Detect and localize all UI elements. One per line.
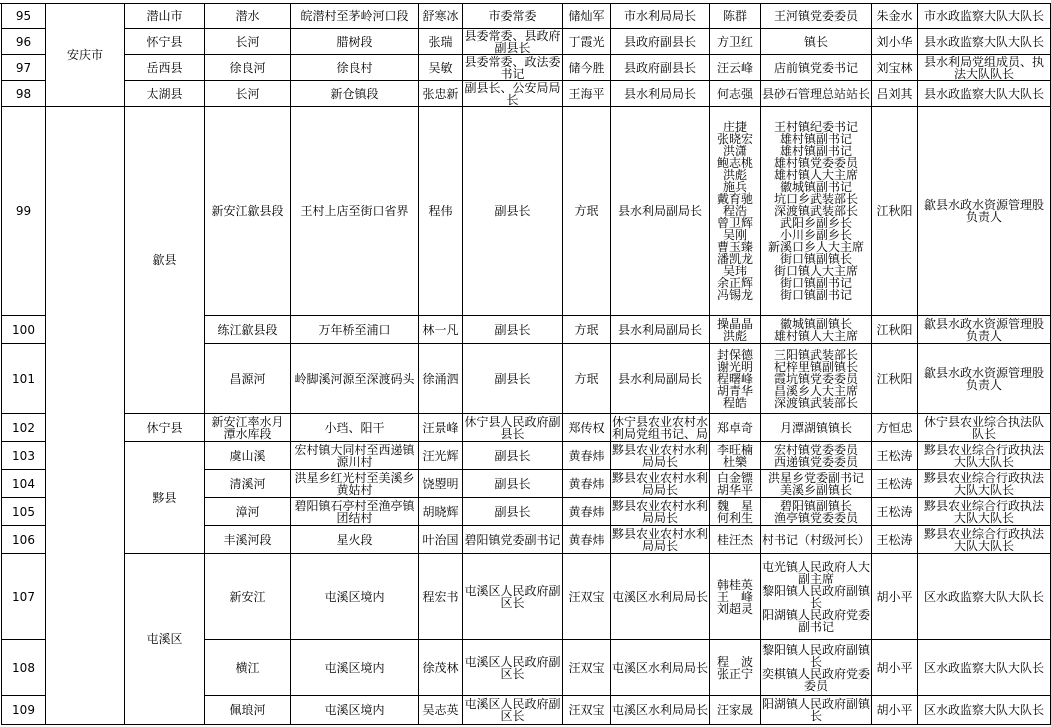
town-title-cell-line: 渔亭镇党委委员 [773,510,858,525]
section-cell: 碧阳镇石亭村至渔亭镇团结村 [291,498,419,526]
town-title-cell-line: 月潭湖镇镇长 [779,420,852,435]
liaison-title-cell: 黟县农业农村水利局局长 [612,442,709,469]
chief-name-cell: 叶治国 [419,526,463,554]
chief-title-cell: 屯溪区人民政府副区长 [463,554,563,640]
row-number-cell: 97 [2,55,46,81]
town-title-cell-line: 街口镇副镇长 [779,252,852,266]
town-chief-cell [710,526,761,554]
river-cell: 练江歙县段 [205,316,291,344]
enforce-unit-cell: 歙县水政水资源管理股负责人 [918,107,1051,316]
enforce-name-cell: 胡小平 [872,696,918,725]
row-number-cell: 103 [2,442,46,470]
town-title-cell-line: 雄村镇党委委员 [773,156,858,170]
table-row [2,3,1051,29]
liaison-title-cell: 休宁县农业农村水利局党组书记、局 [612,414,709,441]
town-chief-cell [710,414,761,442]
river-cell: 新安江率水月潭水库段 [205,414,291,442]
liaison-name-cell: 郑传权 [563,414,611,442]
town-title-cell-line: 街口镇副书记 [779,276,852,290]
liaison-title-cell: 县水利局副局长 [611,107,710,316]
table-row [2,55,1051,81]
table-row [2,414,1051,442]
liaison-name-cell: 黄春炜 [563,470,611,498]
liaison-title-cell: 县政府副县长 [611,55,710,81]
town-chief-cell-line: 程浩 [722,204,747,218]
town-title-cell [761,414,872,442]
river-cell: 新安江歙县段 [205,107,291,316]
liaison-title-cell: 屯溪区水利局局长 [611,554,710,640]
town-title-cell-line: 王村镇纪委书记 [773,120,858,134]
town-chief-cell-line: 李旺楠 [716,442,753,457]
river-chief-table [1,2,1051,725]
enforce-name-cell: 江秋阳 [872,344,918,414]
city-cell: 安庆市 [46,3,125,107]
town-title-cell-line: 西递镇党委委员 [773,454,858,469]
town-title-cell [761,442,872,470]
town-title-cell-line: 深渡镇武装部长 [773,395,858,410]
river-cell: 昌源河 [205,344,291,414]
river-cell: 横江 [205,640,291,696]
town-title-cell-line: 黎阳镇人民政府副镇长 [762,583,871,610]
town-title-cell [761,81,872,107]
enforce-unit-cell: 歙县水政水资源管理股负责人 [918,344,1051,414]
river-cell: 丰溪河段 [205,526,291,554]
row-number-cell: 99 [2,107,46,316]
town-chief-cell-line: 程 波 [716,654,753,669]
enforce-unit-cell: 区水政监察大队大队长 [918,554,1051,640]
chief-name-cell: 吴敏 [419,55,463,81]
town-title-cell-line: 昌溪乡人大主席 [773,383,858,398]
liaison-name-cell: 王海平 [563,81,611,107]
chief-name-cell: 程宏书 [419,554,463,640]
town-title-cell [761,107,872,316]
town-title-cell-line: 杞梓里镇副镇长 [773,359,858,374]
liaison-title-cell: 屯溪区水利局局长 [611,640,710,696]
river-cell: 长河 [205,81,291,107]
county-cell: 黟县 [125,442,205,554]
town-chief-cell [710,316,761,344]
enforce-name-cell: 刘宝林 [872,55,918,81]
town-chief-cell-line: 胡青华 [716,383,753,398]
county-cell: 屯溪区 [125,554,205,725]
town-chief-cell-line: 魏 星 [716,498,753,513]
town-chief-cell-line: 鲍志桃 [716,156,753,170]
section-cell: 王村上店至街口省界 [291,107,419,316]
liaison-name-cell: 储今胜 [563,55,611,81]
town-title-cell-line: 奕棋镇人民政府党委委员 [762,666,871,693]
row-number-cell: 105 [2,498,46,526]
section-cell: 屯溪区境内 [291,554,419,640]
liaison-title-cell: 县水利局局长 [611,81,710,107]
town-title-cell-line: 黎阳镇人民政府副镇长 [762,642,871,669]
enforce-unit-cell: 休宁县农业综合执法队队长 [918,414,1051,442]
town-chief-cell-line: 桂汪杰 [716,532,753,547]
town-chief-cell-line: 汪家晟 [716,703,753,717]
town-chief-cell-line: 曹玉臻 [716,240,753,254]
chief-name-cell: 汪光辉 [419,442,463,470]
section-cell: 屯溪区境内 [291,696,419,725]
town-chief-cell-line: 冯锡龙 [716,288,753,302]
town-title-cell [761,554,872,640]
town-chief-cell-line: 张正宁 [716,666,753,681]
river-cell: 潜水 [205,3,291,29]
liaison-name-cell: 汪双宝 [563,640,611,696]
town-title-cell-line: 雄村镇副书记 [779,144,852,158]
enforce-name-cell: 江秋阳 [872,107,918,316]
chief-title-cell: 县委常委、县政府副县长 [464,28,561,55]
town-title-cell-line: 三阳镇武装部长 [773,347,858,362]
liaison-title-cell: 黟县农业农村水利局局长 [612,470,709,497]
row-number-cell: 100 [2,316,46,344]
town-title-cell-line: 阳湖镇人民政府副镇长 [762,697,871,723]
row-number-cell: 109 [2,696,46,725]
table-row [2,81,1051,107]
top-border [0,0,1051,4]
town-title-cell-line: 徽城镇副镇长 [779,316,852,331]
town-title-cell [761,696,872,725]
enforce-name-cell: 方恒忠 [872,414,918,442]
town-title-cell-line: 阳湖镇人民政府党委副书记 [762,607,871,634]
town-chief-cell [710,696,761,725]
town-chief-cell-line: 程皓 [722,395,747,410]
enforce-unit-cell: 黟县农业综合行政执法大队大队长 [918,470,1051,498]
river-cell: 佩琅河 [205,696,291,725]
liaison-name-cell: 方珉 [563,344,611,414]
county-cell: 休宁县 [125,414,205,442]
town-title-cell-line: 街口镇副书记 [779,288,852,302]
town-chief-cell-line: 陈群 [722,8,747,23]
section-cell: 屯溪区境内 [291,640,419,696]
chief-name-cell: 舒寒冰 [419,3,463,29]
row-number-cell: 101 [2,344,46,414]
liaison-name-cell: 丁霞光 [563,29,611,55]
section-cell: 宏村镇大同村至西递镇源川村 [291,442,419,470]
table-row [2,29,1051,55]
town-title-cell-line: 街口镇人大主席 [773,264,858,278]
enforce-unit-cell: 黟县农业综合行政执法大队大队长 [918,526,1051,554]
row-number-cell: 104 [2,470,46,498]
town-chief-cell [710,470,761,498]
row-number-cell: 102 [2,414,46,442]
row-number-cell: 96 [2,29,46,55]
town-chief-cell-line: 张晓宏 [716,132,753,146]
chief-title-cell: 副县长 [463,107,563,316]
enforce-unit-cell: 县水政监察大队大队长 [918,29,1051,55]
town-title-cell-line: 新溪口乡人大主席 [767,240,864,254]
chief-title-cell: 副县长 [463,498,563,526]
row-number-cell: 108 [2,640,46,696]
county-cell: 太湖县 [125,81,205,107]
chief-title-cell: 县委常委、政法委书记 [464,54,561,81]
row-number-cell: 106 [2,526,46,554]
town-title-cell-line: 徽城镇副书记 [779,180,852,194]
chief-name-cell: 饶曌明 [419,470,463,498]
town-chief-cell-line: 洪潇 [722,144,747,158]
row-number-cell: 107 [2,554,46,640]
town-title-cell [761,344,872,414]
enforce-name-cell: 朱金水 [872,3,918,29]
chief-title-cell: 副县长 [463,316,563,344]
liaison-title-cell: 县水利局副局长 [611,344,710,414]
town-chief-cell-line: 郑卓奇 [716,420,753,435]
enforce-name-cell: 王松涛 [872,470,918,498]
town-chief-cell-line: 洪彪 [722,328,747,343]
town-title-cell-line: 深渡镇武装部长 [773,204,858,218]
town-title-cell [761,498,872,526]
liaison-title-cell: 黟县农业农村水利局局长 [612,498,709,525]
section-cell: 腊树段 [291,29,419,55]
town-title-cell [761,526,872,554]
town-chief-cell [710,107,761,316]
section-cell: 万年桥至浦口 [291,316,419,344]
town-title-cell-line: 坑口乡武装部长 [773,192,858,206]
table-row [2,554,1051,640]
town-chief-cell-line: 操晶晶 [716,316,753,331]
county-cell: 怀宁县 [125,29,205,55]
enforce-unit-cell: 区水政监察大队大队长 [918,696,1051,725]
section-cell: 岭脚溪河源至深渡码头 [291,344,419,414]
section-cell: 徐良村 [291,55,419,81]
river-cell: 清溪河 [205,470,291,498]
town-title-cell [761,640,872,696]
town-chief-cell [710,344,761,414]
enforce-name-cell: 王松涛 [872,442,918,470]
liaison-title-cell: 黟县农业农村水利局局长 [612,526,709,553]
river-cell: 长河 [205,29,291,55]
river-cell: 虞山溪 [205,442,291,470]
row-number-cell: 95 [2,3,46,29]
enforce-name-cell: 胡小平 [872,554,918,640]
chief-title-cell: 副县长 [463,442,563,470]
liaison-name-cell: 黄春炜 [563,442,611,470]
enforce-unit-cell: 黟县农业综合行政执法大队大队长 [918,442,1051,470]
county-cell: 潜山市 [125,3,205,29]
town-chief-cell-line: 刘超灵 [716,601,753,616]
row-number-cell: 98 [2,81,46,107]
town-chief-cell-line: 王 峰 [716,589,753,604]
town-chief-cell [710,29,761,55]
town-chief-cell [710,81,761,107]
town-chief-cell [710,3,761,29]
chief-title-cell: 碧阳镇党委副书记 [463,526,563,554]
town-chief-cell-line: 洪彪 [722,168,747,182]
liaison-name-cell: 储灿军 [563,3,611,29]
liaison-title-cell: 县水利局副局长 [611,316,710,344]
town-chief-cell [710,554,761,640]
section-cell: 新仓镇段 [291,81,419,107]
section-cell: 星火段 [291,526,419,554]
section-cell: 皖潜村至茅岭河口段 [291,3,419,29]
town-title-cell-line: 小川乡副乡长 [779,228,852,242]
chief-name-cell: 徐茂林 [419,640,463,696]
enforce-unit-cell: 市水政监察大队大队长 [918,3,1051,29]
enforce-unit-cell: 县水利局党组成员、执法大队队长 [918,55,1051,81]
liaison-name-cell: 黄春炜 [563,526,611,554]
town-title-cell-line: 县砂石管理总站站长 [762,86,871,101]
chief-title-cell: 屯溪区人民政府副区长 [464,697,561,723]
chief-name-cell: 吴志英 [419,696,463,725]
chief-name-cell: 徐涌泗 [419,344,463,414]
section-cell: 小珰、阳干 [291,414,419,442]
chief-title-cell: 市委常委 [463,3,563,29]
town-chief-cell-line: 汪云峰 [716,60,753,75]
town-title-cell-line: 美溪乡副镇长 [779,482,852,497]
enforce-name-cell: 王松涛 [872,498,918,526]
town-title-cell [761,55,872,81]
town-chief-cell-line: 程曙峰 [716,371,753,386]
town-title-cell [761,29,872,55]
chief-title-cell: 休宁县人民政府副县长 [464,414,561,441]
town-title-cell-line: 雄村镇人大主席 [773,328,858,343]
town-chief-cell-line: 施兵 [722,180,747,194]
chief-name-cell: 张瑞 [419,29,463,55]
town-chief-cell-line: 谢光明 [716,359,753,374]
table-row [2,442,1051,470]
town-chief-cell-line: 吴玮 [722,264,747,278]
town-chief-cell-line: 杜樂 [722,454,747,469]
city-cell [46,107,125,725]
town-chief-cell-line: 余正辉 [716,276,753,290]
town-chief-cell-line: 封保德 [716,347,753,362]
liaison-title-cell: 屯溪区水利局局长 [611,696,710,725]
chief-title-cell: 副县长 [463,344,563,414]
town-title-cell [761,3,872,29]
enforce-name-cell: 刘小华 [872,29,918,55]
town-title-cell-line: 王河镇党委委员 [773,8,858,23]
chief-name-cell: 胡晓辉 [419,498,463,526]
town-title-cell-line: 霞坑镇党委委员 [773,371,858,386]
town-chief-cell-line: 何志强 [716,86,753,101]
enforce-name-cell: 胡小平 [872,640,918,696]
liaison-title-cell: 市水利局局长 [611,3,710,29]
enforce-unit-cell: 黟县农业综合行政执法大队大队长 [918,498,1051,526]
liaison-name-cell: 汪双宝 [563,696,611,725]
chief-name-cell: 汪景峰 [419,414,463,442]
town-chief-cell-line: 白金镖 [716,470,753,485]
town-chief-cell-line: 何利生 [716,510,753,525]
town-chief-cell-line: 方卫红 [716,34,753,49]
town-title-cell-line: 镇长 [803,34,828,49]
chief-name-cell: 林一凡 [419,316,463,344]
town-chief-cell [710,640,761,696]
enforce-unit-cell: 县水政监察大队大队长 [918,81,1051,107]
river-cell: 漳河 [205,498,291,526]
enforce-name-cell: 吕刘其 [872,81,918,107]
town-title-cell-line: 屯光镇人民政府人大副主席 [762,559,871,586]
town-chief-cell [710,55,761,81]
town-title-cell [761,316,872,344]
town-chief-cell-line: 庄捷 [722,120,747,134]
town-title-cell-line: 雄村镇人大主席 [773,168,858,182]
liaison-name-cell: 方珉 [563,316,611,344]
town-title-cell-line: 店前镇党委书记 [773,60,858,75]
liaison-title-cell: 县政府副县长 [611,29,710,55]
town-title-cell-line: 村书记（村级河长） [762,532,871,547]
chief-title-cell: 屯溪区人民政府副区长 [463,640,563,696]
town-title-cell-line: 洪星乡党委副书记 [767,470,864,485]
chief-title-cell: 副县长、公安局局长 [464,80,561,107]
chief-name-cell: 程伟 [419,107,463,316]
town-chief-cell [710,442,761,470]
section-cell: 洪星乡红光村至美溪乡黄姑村 [291,470,419,498]
enforce-name-cell: 王松涛 [872,526,918,554]
town-chief-cell-line: 韩桂英 [716,577,753,592]
table-row [2,107,1051,316]
enforce-name-cell: 江秋阳 [872,316,918,344]
liaison-name-cell: 方珉 [563,107,611,316]
river-cell: 新安江 [205,554,291,640]
liaison-name-cell: 黄春炜 [563,498,611,526]
liaison-name-cell: 汪双宝 [563,554,611,640]
county-cell: 岳西县 [125,55,205,81]
town-title-cell-line: 碧阳镇副镇长 [779,498,852,513]
town-title-cell [761,470,872,498]
town-chief-cell-line: 潘凯龙 [716,252,753,266]
town-chief-cell [710,498,761,526]
enforce-unit-cell: 区水政监察大队大队长 [918,640,1051,696]
town-title-cell-line: 雄村镇副书记 [779,132,852,146]
town-title-cell-line: 武阳乡副乡长 [779,216,852,230]
town-chief-cell-line: 吴刚 [722,228,747,242]
town-chief-cell-line: 戴育驰 [716,192,753,206]
town-chief-cell-line: 胡华平 [716,482,753,497]
town-title-cell-line: 宏村镇党委委员 [773,442,858,457]
town-chief-cell-line: 曾卫辉 [716,216,753,230]
county-cell: 歙县 [125,107,205,414]
enforce-unit-cell: 歙县水政水资源管理股负责人 [918,316,1051,344]
chief-title-cell: 副县长 [463,470,563,498]
chief-name-cell: 张忠新 [419,81,463,107]
river-cell: 徐良河 [205,55,291,81]
